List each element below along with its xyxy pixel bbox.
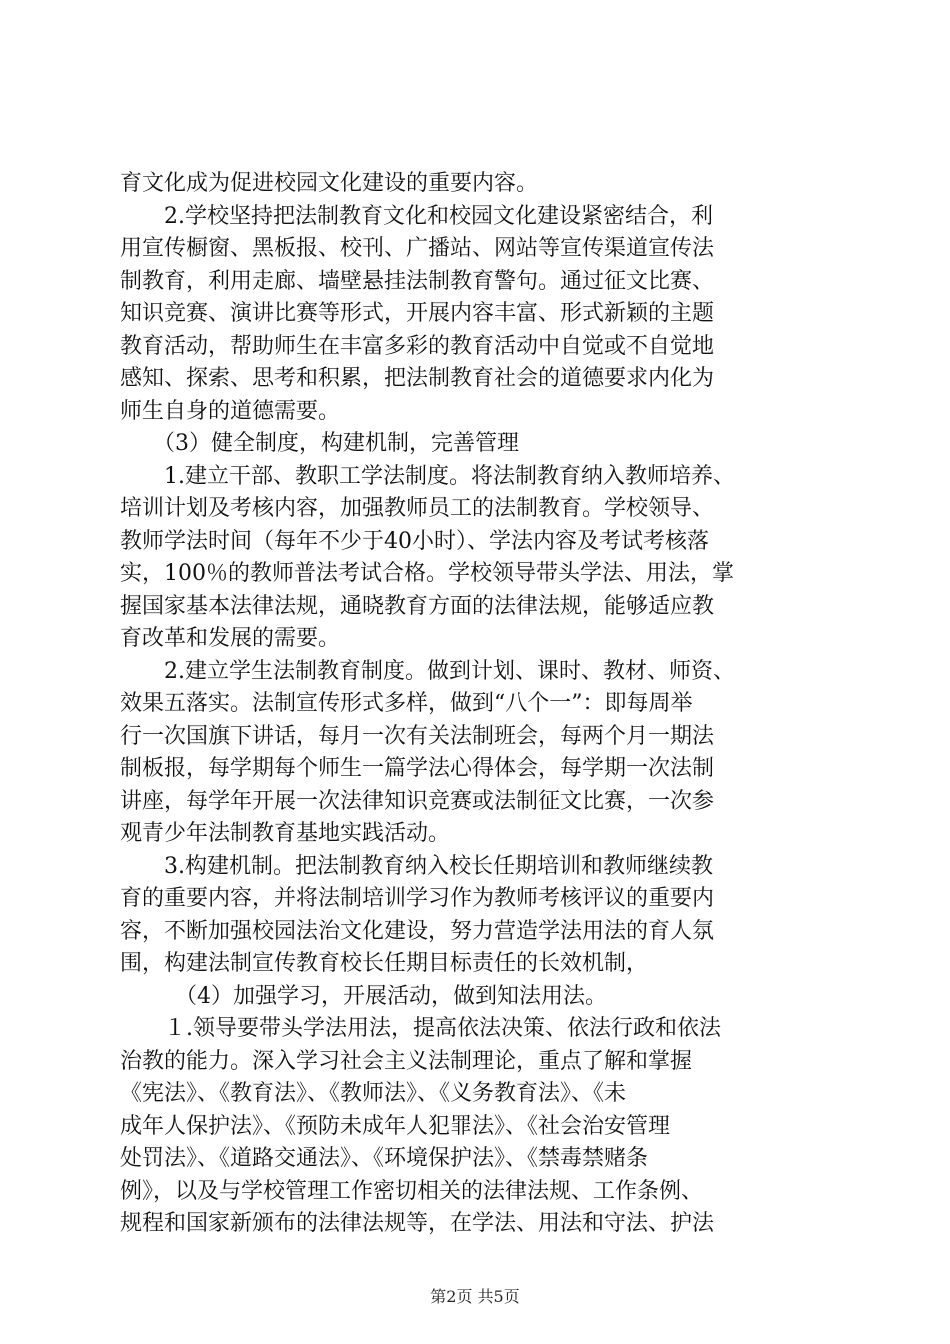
text-line: 3.构建机制。把法制教育纳入校长任期培训和教师继续教 [120, 853, 713, 879]
section-heading: （4）加强学习，开展活动，做到知法用法。 [120, 983, 607, 1009]
text-line: 效果五落实。法制宣传形式多样，做到“八个一”：即每周举 [120, 691, 693, 716]
text-line: 握国家基本法律法规，通晓教育方面的法律法规，能够适应教 [120, 593, 715, 619]
text-line: 《宪法》、《教育法》、《教师法》、《义务教育法》、《未 [120, 1081, 627, 1106]
text-line: 行一次国旗下讲话，每月一次有关法制班会，每两个月一期法 [120, 723, 715, 749]
text-line: 处罚法》、《道路交通法》、《环境保护法》、《禁毒禁赌条 [120, 1146, 649, 1171]
text-line: 讲座，每学年开展一次法律知识竞赛或法制征文比赛，一次参 [120, 788, 715, 814]
text-line: 教育活动，帮助师生在丰富多彩的教育活动中自觉或不自觉地 [120, 333, 715, 359]
text-line: 观青少年法制教育基地实践活动。 [120, 821, 451, 846]
text-line: 成年人保护法》、《预防未成年人犯罪法》、《社会治安管理 [120, 1113, 671, 1139]
text-line: 实，100％的教师普法考试合格。学校领导带头学法、用法，掌 [120, 561, 734, 586]
text-line: 例》，以及与学校管理工作密切相关的法律法规、工作条例、 [120, 1178, 704, 1204]
text-line: 育的重要内容，并将法制培训学习作为教师考核评议的重要内 [120, 886, 715, 911]
text-line: 教师学法时间（每年不少于40小时）、学法内容及考试考核落 [120, 528, 709, 554]
text-line: 围，构建法制宣传教育校长任期目标责任的长效机制， [120, 951, 649, 976]
text-line: 规程和国家新颁布的法律法规等，在学法、用法和守法、护法 [120, 1211, 715, 1236]
page-number-footer: 第2页 共5页 [430, 1287, 520, 1306]
document-body [120, 168, 832, 1241]
text-line: 培训计划及考核内容，加强教师员工的法制教育。学校领导、 [120, 496, 715, 521]
text-line: 感知、探索、思考和积累，把法制教育社会的道德要求内化为 [120, 366, 715, 391]
text-line: 用宣传橱窗、黑板报、校刊、广播站、网站等宣传渠道宣传法 [120, 236, 715, 261]
text-line: 2.学校坚持把法制教育文化和校园文化建设紧密结合，利 [120, 203, 713, 229]
text-line: 育文化成为促进校园文化建设的重要内容。 [120, 171, 539, 196]
text-line: 容，不断加强校园法治文化建设，努力营造学法用法的育人氛 [120, 918, 715, 944]
text-line: 1.建立干部、教职工学法制度。将法制教育纳入教师培养、 [120, 463, 735, 489]
text-line: １.领导要带头学法用法，提高依法决策、依法行政和依法 [120, 1016, 721, 1041]
text-line: 育改革和发展的需要。 [120, 626, 341, 651]
section-heading: （3）健全制度，构建机制，完善管理 [120, 431, 519, 456]
text-line: 制教育，利用走廊、墙壁悬挂法制教育警句。通过征文比赛、 [120, 268, 715, 294]
text-line: 师生自身的道德需要。 [120, 398, 341, 424]
text-line: 知识竞赛、演讲比赛等形式，开展内容丰富、形式新颖的主题 [120, 301, 715, 326]
text-line: 治教的能力。深入学习社会主义法制理论，重点了解和掌握 [120, 1048, 693, 1074]
text-line: 制板报，每学期每个师生一篇学法心得体会，每学期一次法制 [120, 756, 715, 781]
text-line: 2.建立学生法制教育制度。做到计划、课时、教材、师资、 [120, 658, 735, 684]
